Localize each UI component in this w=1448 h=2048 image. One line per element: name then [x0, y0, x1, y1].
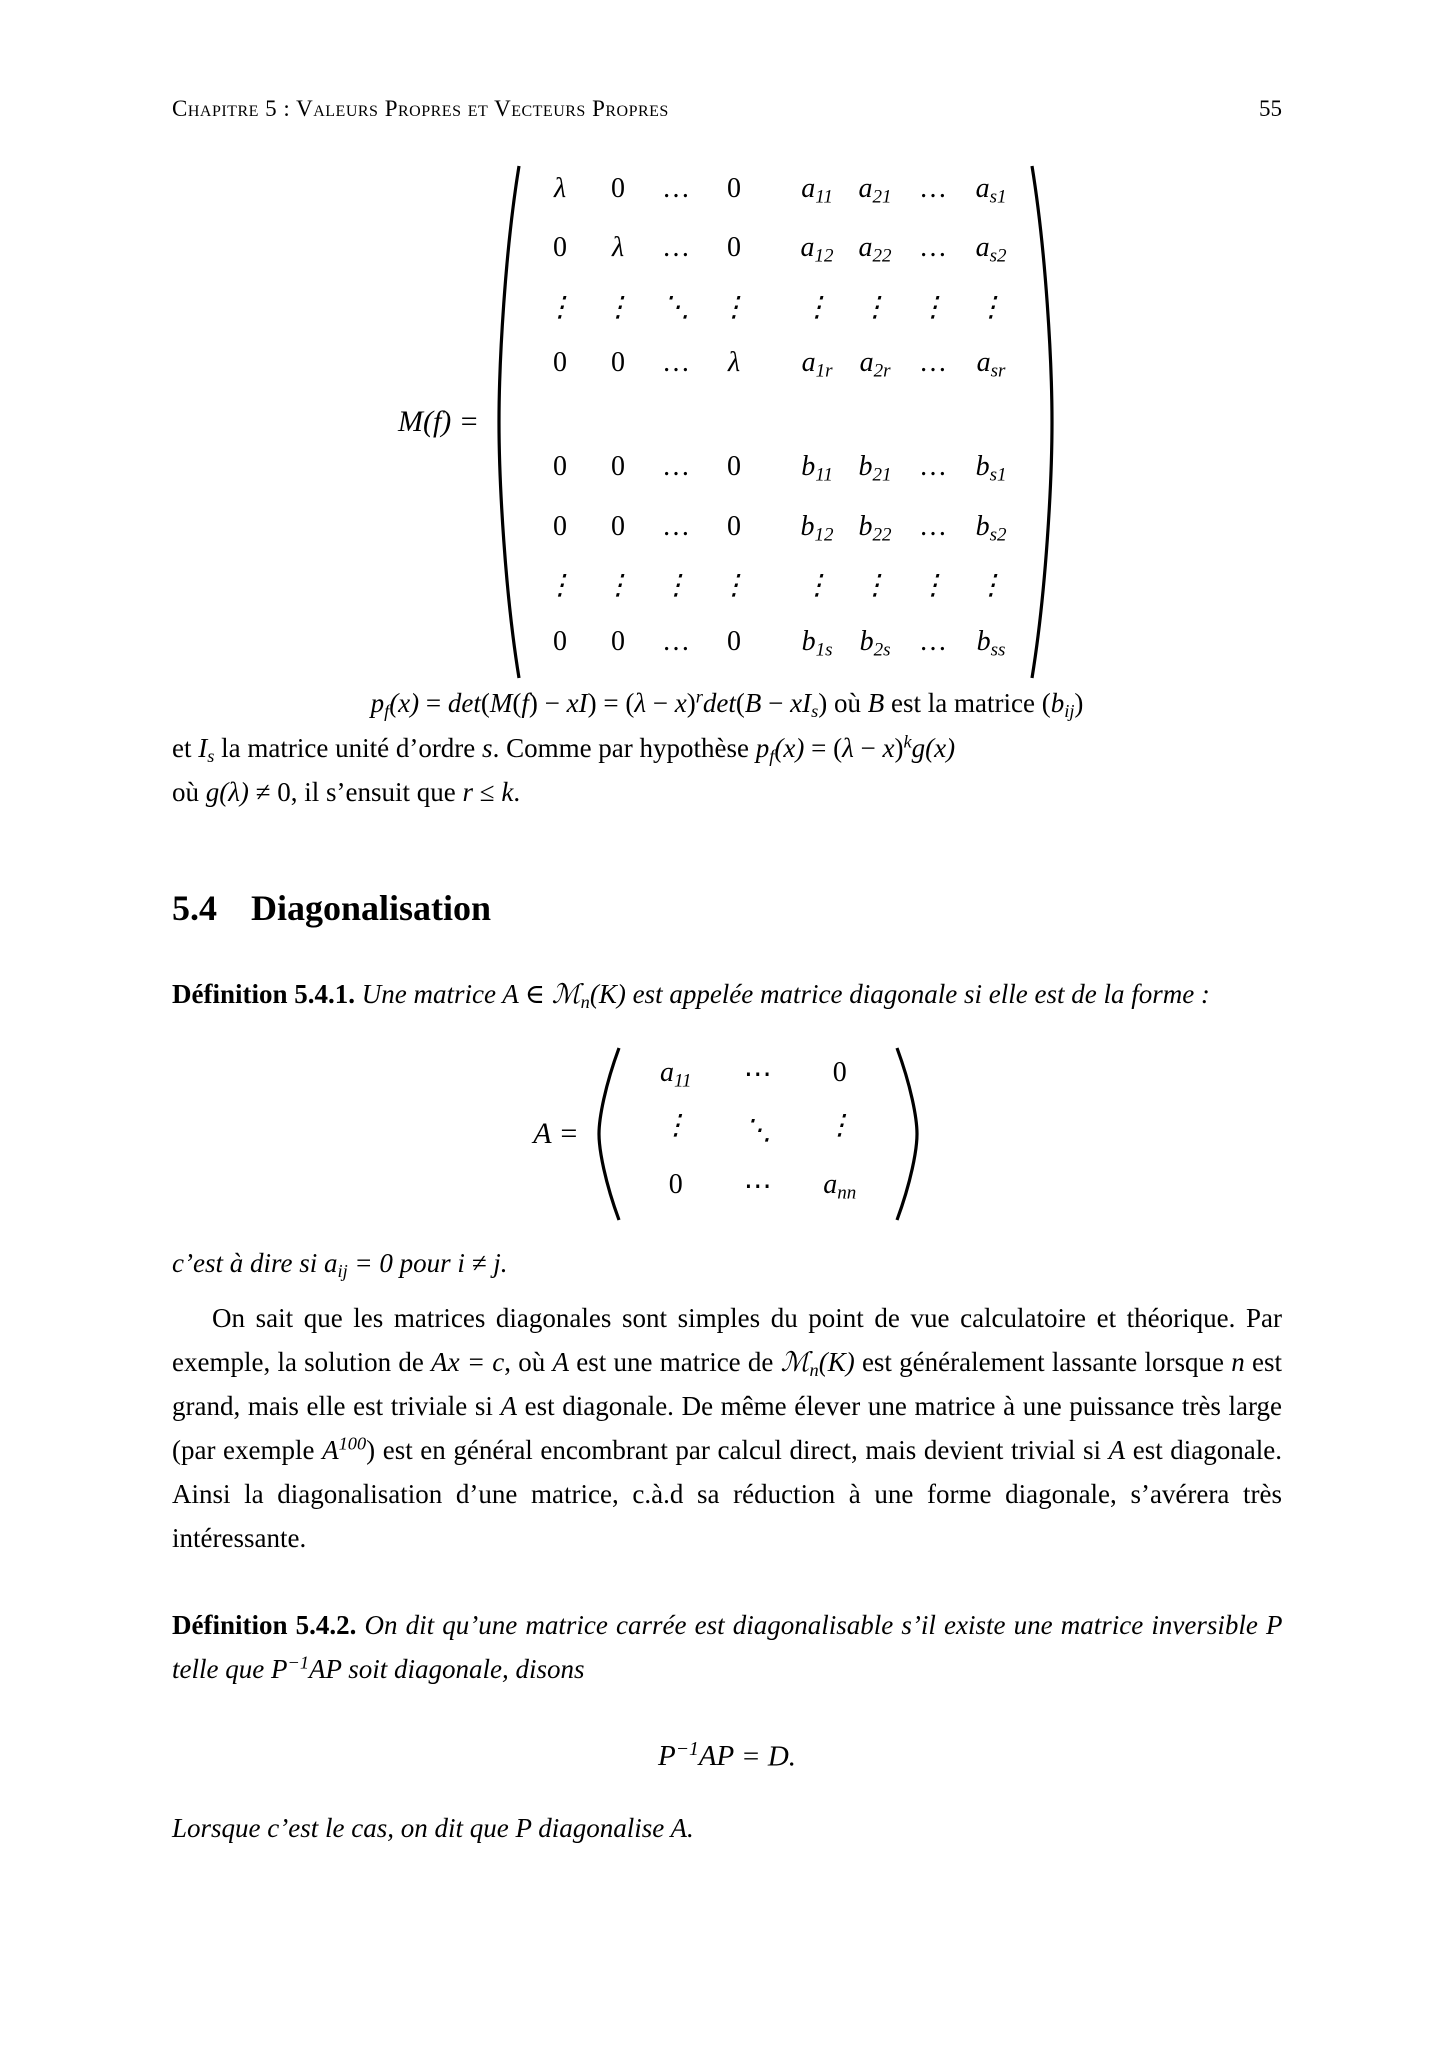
matrix-cell: $a_{nn}$: [823, 1168, 857, 1203]
matrix-cell: $a_{11}$: [801, 173, 833, 208]
left-paren-icon: [595, 1044, 621, 1224]
matrix-cell: 0: [611, 625, 626, 657]
definition-5-4-2: [172, 1604, 1282, 1691]
matrix-cell: …: [919, 173, 948, 204]
paragraph-after-matrix: et $I_s$ la matrice unité d’ordre s. Comme par hypothèse $p_f(x) = (\lambda - x)^kg(x)$ où g(λ) ≠ 0, il s’ensuit que r ≤ k.: [172, 730, 956, 808]
matrix-cell: $b_{s1}$: [975, 451, 1007, 486]
display-equation: $P^{-1}AP = D$.: [657, 1737, 797, 1773]
running-head: [172, 0, 1282, 122]
matrix-cell: ⋮: [604, 291, 633, 323]
matrix-cell: 0: [727, 451, 742, 483]
closing-line: Lorsque c’est le cas, on dit que P diagonalise A.: [172, 1813, 694, 1844]
matrix-cell: λ: [727, 347, 741, 379]
matrix-A-wrap: [595, 1044, 921, 1224]
matrix-cell: …: [662, 510, 691, 542]
big-matrix-grid: [521, 162, 1030, 682]
matrix-cell: $a_{11}$: [659, 1057, 692, 1092]
page-number: 55: [1259, 96, 1282, 121]
matrix-cell: ⋮: [861, 291, 890, 323]
matrix-cell: 0: [611, 347, 626, 379]
matrix-cell: ⋮: [803, 569, 832, 601]
matrix-A-label: A =: [533, 1117, 579, 1150]
matrix-cell: $b_{ss}$: [976, 625, 1006, 660]
matrix-cell: λ: [553, 173, 567, 204]
matrix-cell: …: [919, 510, 948, 542]
matrix-cell: ⋮: [661, 1110, 690, 1142]
matrix-cell: ⋮: [861, 569, 890, 601]
matrix-cell: $a_{21}$: [858, 173, 892, 208]
definition-text: On dit qu’une matrice carrée est diagonalisable s’il existe une matrice inversible P telle que $P^{-1}AP$ soit diagonale, disons: [172, 1610, 1282, 1685]
after-matrix-A-text: c’est à dire si $a_{ij} = 0$ pour i ≠ j.: [172, 1248, 508, 1282]
matrix-cell: 0: [611, 451, 626, 483]
matrix-cell: 0: [553, 510, 568, 542]
big-matrix-display: [172, 162, 1282, 682]
big-matrix-label: M(f) =: [397, 405, 480, 438]
matrix-cell: 0: [727, 173, 742, 204]
matrix-cell: 0: [668, 1168, 683, 1200]
matrix-cell: …: [662, 451, 691, 483]
matrix-cell: 0: [611, 510, 626, 542]
matrix-cell: 0: [611, 173, 626, 204]
definition-label: Définition 5.4.1.: [172, 979, 356, 1010]
page-content: [172, 0, 1282, 1844]
matrix-cell: ⋮: [546, 291, 575, 323]
matrix-cell: λ: [611, 232, 625, 264]
matrix-cell: 0: [727, 232, 742, 264]
definition-5-4-1: [172, 973, 1282, 1018]
matrix-cell: …: [919, 232, 948, 264]
matrix-cell: 0: [727, 625, 742, 657]
matrix-cell: ⋮: [977, 569, 1006, 601]
matrix-cell: $a_{22}$: [858, 232, 892, 267]
matrix-cell: $b_{s2}$: [975, 510, 1007, 545]
matrix-cell: …: [662, 347, 691, 379]
matrix-cell: …: [919, 625, 948, 657]
matrix-cell: ⋮: [720, 291, 749, 323]
matrix-cell: ⋮: [919, 291, 948, 323]
matrix-cell: ⋮: [662, 569, 691, 601]
matrix-cell: …: [662, 232, 691, 264]
matrix-cell: $a_{sr}$: [976, 347, 1006, 382]
chapter-title: Chapitre 5 : Valeurs Propres et Vecteurs Propres: [172, 96, 669, 121]
left-paren-icon: [495, 162, 521, 682]
matrix-cell: ⋯: [743, 1170, 772, 1202]
matrix-cell: ⋮: [720, 569, 749, 601]
matrix-cell: 0: [553, 451, 568, 483]
matrix-cell: …: [919, 347, 948, 379]
matrix-cell: $a_{s2}$: [975, 232, 1007, 267]
matrix-cell: $a_{1r}$: [801, 347, 833, 382]
matrix-cell: …: [662, 625, 691, 657]
matrix-cell: 0: [553, 625, 568, 657]
section-heading: [172, 887, 1282, 929]
big-matrix-wrap: [495, 162, 1056, 682]
matrix-cell: ⋮: [604, 569, 633, 601]
definition-label: Définition 5.4.2.: [172, 1610, 357, 1641]
matrix-cell: ⋯: [743, 1059, 772, 1090]
matrix-A-display: [172, 1044, 1282, 1224]
matrix-cell: $b_{11}$: [801, 451, 833, 486]
matrix-cell: ⋮: [825, 1110, 854, 1142]
matrix-cell: $b_{2s}$: [859, 625, 891, 660]
matrix-cell: ⋱: [662, 291, 691, 323]
matrix-cell: 0: [553, 232, 568, 264]
matrix-cell: ⋮: [546, 569, 575, 601]
matrix-cell: 0: [727, 510, 742, 542]
matrix-cell: 0: [832, 1057, 847, 1088]
matrix-cell: ⋮: [977, 291, 1006, 323]
matrix-cell: ⋮: [919, 569, 948, 601]
section-title: Diagonalisation: [251, 888, 492, 929]
matrix-cell: …: [919, 451, 948, 483]
matrix-cell: …: [662, 173, 691, 204]
matrix-cell: ⋮: [803, 291, 832, 323]
matrix-cell: $a_{s1}$: [975, 173, 1007, 208]
matrix-block-separator: [531, 400, 1020, 434]
matrix-cell: $a_{2r}$: [859, 347, 891, 382]
right-paren-icon: [1030, 162, 1056, 682]
body-paragraph: On sait que les matrices diagonales sont simples du point de vue calculatoire et théorique. Par exemple, la solution de Ax = c, où A est une matrice de ℳ$_n$(K) est généralement lassante lorsque n est grand, mais elle est triviale si A est diagonale. De même élever une matrice à une puissance très large (par exemple $A^{100}$) est en général encombrant par calcul direct, mais devient trivial si A est diagonale. Ainsi la diagonalisation d’une matrice, c.à.d sa réduction à une forme diagonale, s’avérera très intéressante.: [172, 1302, 1283, 1553]
definition-text: Une matrice A ∈ ℳ$_n$(K) est appelée matrice diagonale si elle est de la forme :: [361, 979, 1210, 1013]
right-paren-icon: [895, 1044, 921, 1224]
matrix-A-grid: [621, 1044, 895, 1224]
matrix-cell: $b_{22}$: [858, 510, 892, 545]
matrix-cell: $a_{12}$: [800, 232, 834, 267]
matrix-cell: $b_{1s}$: [801, 625, 833, 660]
matrix-cell: ⋱: [743, 1115, 772, 1147]
matrix-cell: $b_{12}$: [800, 510, 834, 545]
matrix-cell: $b_{21}$: [858, 451, 892, 486]
matrix-cell: 0: [553, 347, 568, 379]
section-number: 5.4: [172, 888, 217, 929]
char-poly-equation: $p_f(x) = \det(M(f) - xI) = (\lambda - x)^r\det(B - xI_s)$ où B est la matrice $(b_{ij})$: [370, 686, 1084, 722]
